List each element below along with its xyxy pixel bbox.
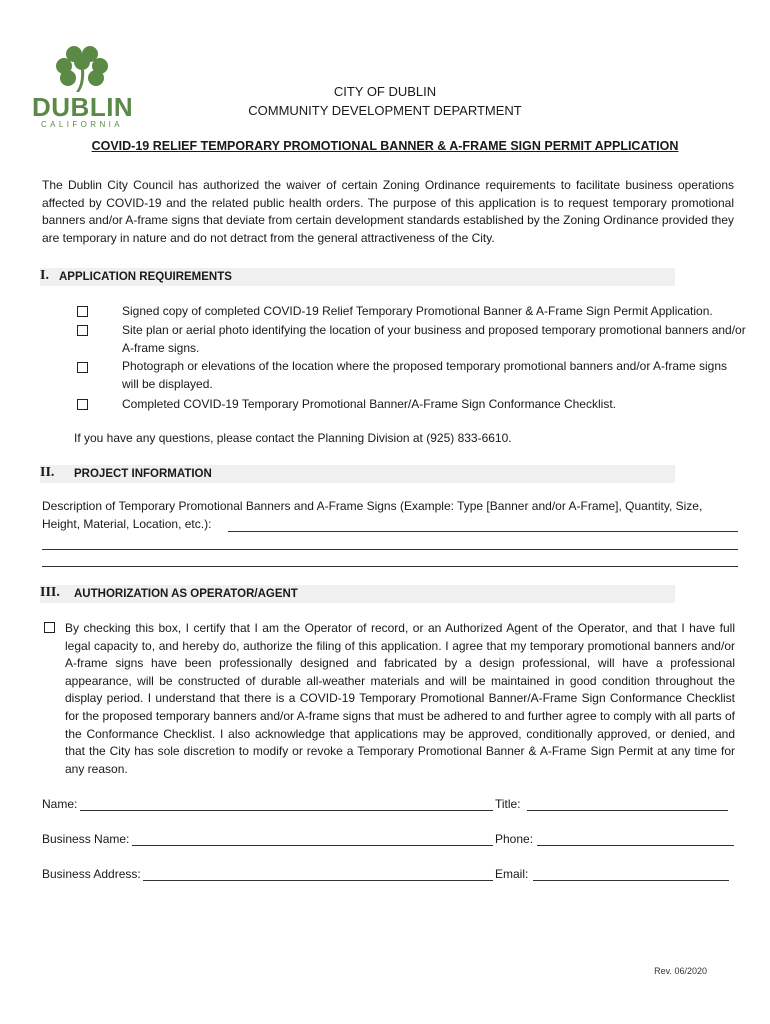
section-number: I. xyxy=(40,268,49,283)
section-number: II. xyxy=(40,465,55,480)
name-field[interactable] xyxy=(80,810,493,811)
requirement-checkbox[interactable] xyxy=(77,362,88,373)
project-description-label-cont: Height, Material, Location, etc.): xyxy=(42,517,212,531)
email-field[interactable] xyxy=(533,880,729,881)
business-address-field[interactable] xyxy=(143,880,493,881)
requirement-checkbox[interactable] xyxy=(77,325,88,336)
requirement-checkbox[interactable] xyxy=(77,306,88,317)
phone-field[interactable] xyxy=(537,845,734,846)
logo-wordmark: DUBLIN xyxy=(32,92,134,122)
authorization-statement: By checking this box, I certify that I am the Operator of record, or an Authorized Agent of the Operator, and that I have full legal capacity to, and hereby do, authorize the filing of this application. I agree that my temporary promotional banners and/or A-frame signs have been professionally designed and fabricated by a design professional, will have a professional appearance, will be constructed of durable all-weather materials and will be maintained in good condition throughout the display period. I understand that there is a COVID-19 Temporary Promotional Banner/A-Frame Sign Conformance Checklist for the proposed temporary banners and/or A-frame signs that must be adhered to and further agree to comply with all parts of the Conformance Checklist. I also acknowledge that applications may be approved, conditionally approved, or denied, and that the City has sole discretion to modify or revoke a Temporary Promotional Banner & A-Frame Sign Permit at any time for any reason. xyxy=(65,621,735,776)
title-label: Title: xyxy=(495,797,521,811)
requirement-checkbox[interactable] xyxy=(77,399,88,410)
business-name-label: Business Name: xyxy=(42,832,130,846)
email-label: Email: xyxy=(495,867,529,881)
page-title: COVID-19 RELIEF TEMPORARY PROMOTIONAL BANNER & A-FRAME SIGN PERMIT APPLICATION xyxy=(91,139,679,153)
project-description-label: Description of Temporary Promotional Banners and A-Frame Signs (Example: Type [Banner and/or A-Frame], Quantity, Size, xyxy=(42,499,703,513)
business-name-field[interactable] xyxy=(132,845,493,846)
requirement-item: Signed copy of completed COVID-19 Relief Temporary Promotional Banner & A-Frame Sign Permit Application. xyxy=(122,304,713,318)
logo-subtitle: CALIFORNIA xyxy=(40,120,123,129)
section-title: AUTHORIZATION AS OPERATOR/AGENT xyxy=(74,588,298,600)
section-number: III. xyxy=(40,585,60,600)
requirement-item: Site plan or aerial photo identifying the location of your business and proposed temporary promotional banners and/or A-frame signs. xyxy=(122,323,746,355)
description-field-line[interactable] xyxy=(42,566,738,567)
description-field-line[interactable] xyxy=(42,549,738,550)
section-bar-requirements xyxy=(40,268,675,286)
contact-note: If you have any questions, please contact the Planning Division at (925) 833-6610. xyxy=(74,431,512,445)
section-bar-authorization xyxy=(40,585,675,603)
section-title: PROJECT INFORMATION xyxy=(74,468,212,480)
requirement-item: Completed COVID-19 Temporary Promotional Banner/A-Frame Sign Conformance Checklist. xyxy=(122,397,616,411)
title-field[interactable] xyxy=(527,810,728,811)
department-name: COMMUNITY DEVELOPMENT DEPARTMENT xyxy=(248,103,522,118)
requirement-item: Photograph or elevations of the location where the proposed temporary promotional banners and/or A-frame signs will be displayed. xyxy=(122,359,728,391)
name-label: Name: xyxy=(42,797,78,811)
phone-label: Phone: xyxy=(495,832,534,846)
section-title: APPLICATION REQUIREMENTS xyxy=(59,271,232,283)
city-name: CITY OF DUBLIN xyxy=(333,84,437,99)
section-bar-project xyxy=(40,465,675,483)
intro-paragraph: The Dublin City Council has authorized the waiver of certain Zoning Ordinance requirements to facilitate business operations affected by COVID-19 and the related public health orders. The purpose of this application is to request temporary promotional banners and/or A-frame signs that deviate from certain development standards established by the Zoning Ordinance provided they are temporary in nature and do not detract from the general attractiveness of the City. xyxy=(42,178,734,245)
business-address-label: Business Address: xyxy=(42,867,141,881)
description-field-line[interactable] xyxy=(228,531,738,532)
authorization-checkbox[interactable] xyxy=(44,622,55,633)
revision-date: Rev. 06/2020 xyxy=(654,966,707,976)
